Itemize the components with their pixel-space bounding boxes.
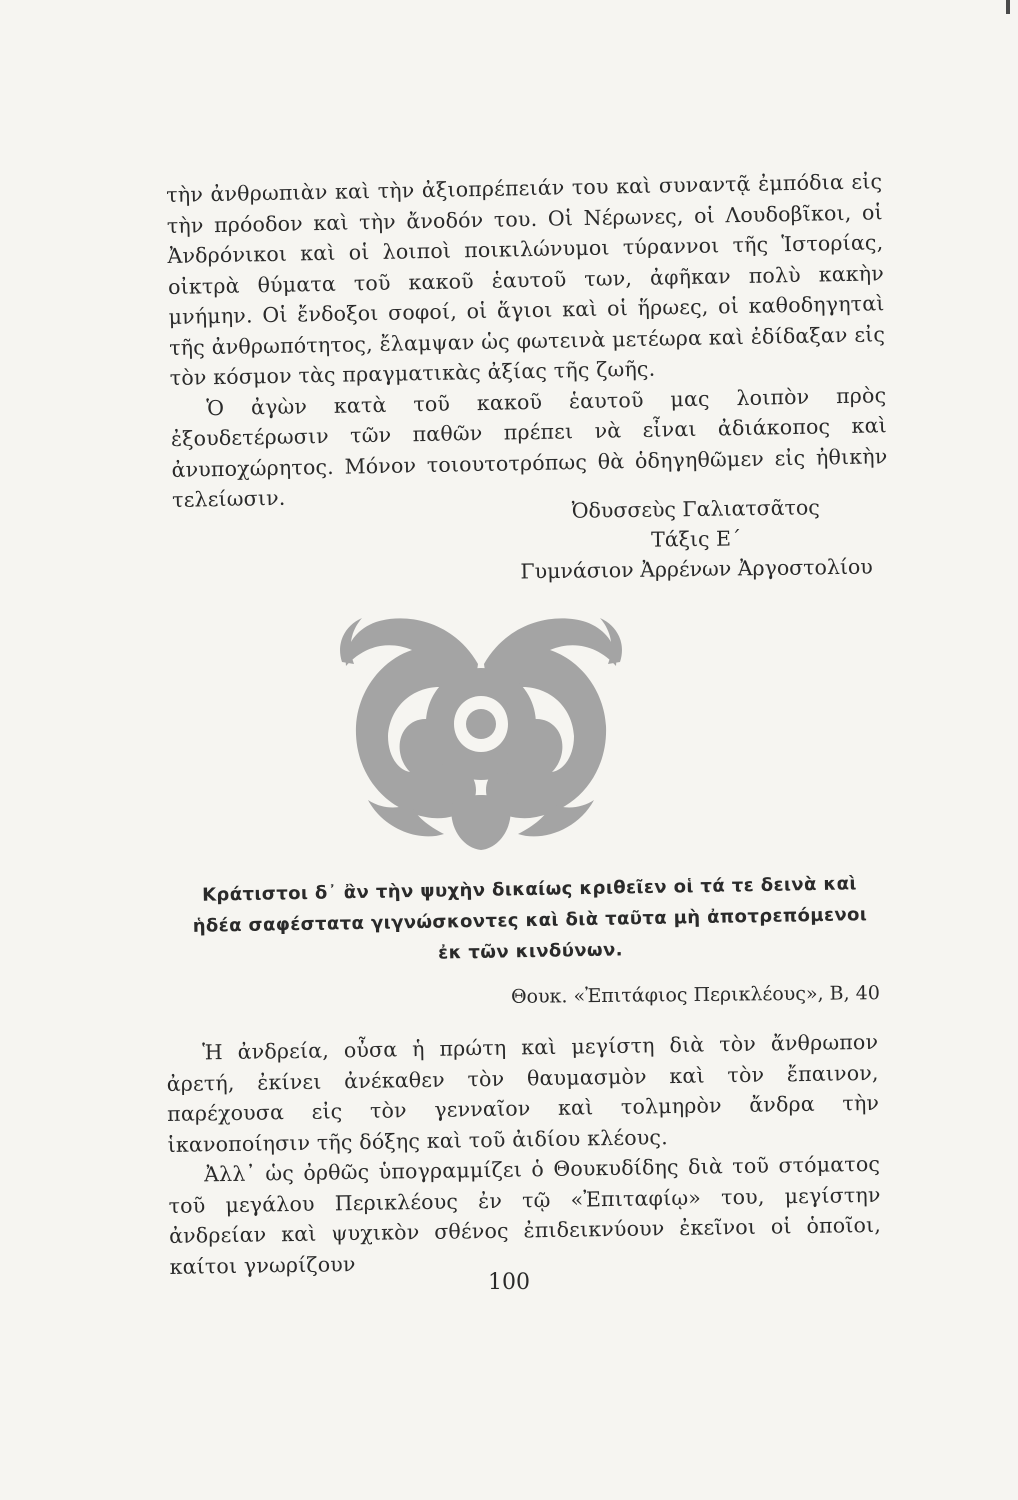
ornament-bottom-drop [451,795,510,850]
second-essay-paragraph-2: Ἀλλ᾽ ὡς ὀρθῶς ὑπογραμμίζει ὁ Θουκυδίδης διὰ τοῦ στόματος τοῦ μεγάλου Περικλέους ἐν τῷ «Ἐπιταφίῳ» του, μεγίστην ἀνδρείαν καὶ ψυχικὸν σθένος ἐπιδεικνύουν ἐκεῖνοι οἱ ὁποῖοι, καίτοι γνωρίζουν [168,1151,882,1279]
author-school: Γυμνάσιον Ἀρρένων Ἀργοστολίου [519,554,873,584]
decorative-ornament [336,604,626,856]
ornament-center-dot [466,709,496,739]
page-number: 100 [488,1270,530,1295]
quote-citation: Θουκ. «Ἐπιτάφιος Περικλέους», Β, 40 [511,982,881,1008]
essay-text [166,166,888,515]
ornament-right-wing [484,618,616,818]
essay-paragraph-1: τὴν ἀνθρωπιὰν καὶ τὴν ἀξιοπρέπειάν του καὶ συναντᾷ ἐμπόδια εἰς τὴν πρόοδον καὶ τὴν ἄνοδόν του. Οἱ Νέρωνες, οἱ Λουδοβῖκοι, οἱ Ἀνδρόνικοι καὶ οἱ λοιποὶ ποικιλώνυμοι τύραννοι τῆς Ἱστορίας, οἰκτρὰ θύματα τοῦ κακοῦ ἑαυτοῦ των, ἀφῆκαν πολὺ κακὴν μνήμην. Οἱ ἔνδοξοι σοφοί, οἱ ἅγιοι καὶ οἱ ἥρωες, οἱ καθοδηγηταὶ τῆς ἀνθρωπότητος, ἔλαμψαν ὡς φωτεινὰ μετέωρα καὶ ἐδίδαξαν εἰς τὸν κόσμον τὰς πραγματικὰς ἀξίας τῆς ζωῆς. [166,169,886,390]
author-name: Ὀδυσσεὺς Γαλιατσᾶτος [571,495,820,523]
second-essay-paragraph-1: Ἡ ἀνδρεία, οὖσα ἡ πρώτη καὶ μεγίστη διὰ τὸν ἄνθρωπον ἀρετή, ἐκίνει ἀνέκαθεν τὸν θαυμασμὸν καὶ τὸν ἔπαινον, παρέχουσα εἰς τὸν γενναῖον καὶ τολμηρὸν ἄνδρα τὴν ἱκανοποίησιν τῆς δόξης καὶ τοῦ ἀιδίου κλέους. [166,1029,880,1157]
thucydides-quote: Κράτιστοι δ᾽ ἂν τὴν ψυχὴν δικαίως κριθεῖεν οἱ τά τε δεινὰ καὶ ἡδέα σαφέστατα γιγνώσκοντες καὶ διὰ ταῦτα μὴ ἀποτρεπόμενοι ἐκ τῶν κινδύνων. [192,873,868,964]
author-class: Τάξις Ε΄ [650,526,742,552]
essay-paragraph-2: Ὁ ἀγὼν κατὰ τοῦ κακοῦ ἑαυτοῦ μας λοιπὸν πρὸς ἐξουδετέρωσιν τῶν παθῶν πρέπει νὰ εἶναι ἀδιάκοπος καὶ ἀνυποχώρητος. Μόνον τοιουτοτρόπως θὰ ὁδηγηθῶμεν εἰς ἠθικὴν τελείωσιν. [170,382,888,512]
second-essay-text [166,1027,882,1282]
author-signature [519,492,873,587]
ornament-left-wing [346,618,478,818]
scan-edge-mark [1006,0,1010,14]
